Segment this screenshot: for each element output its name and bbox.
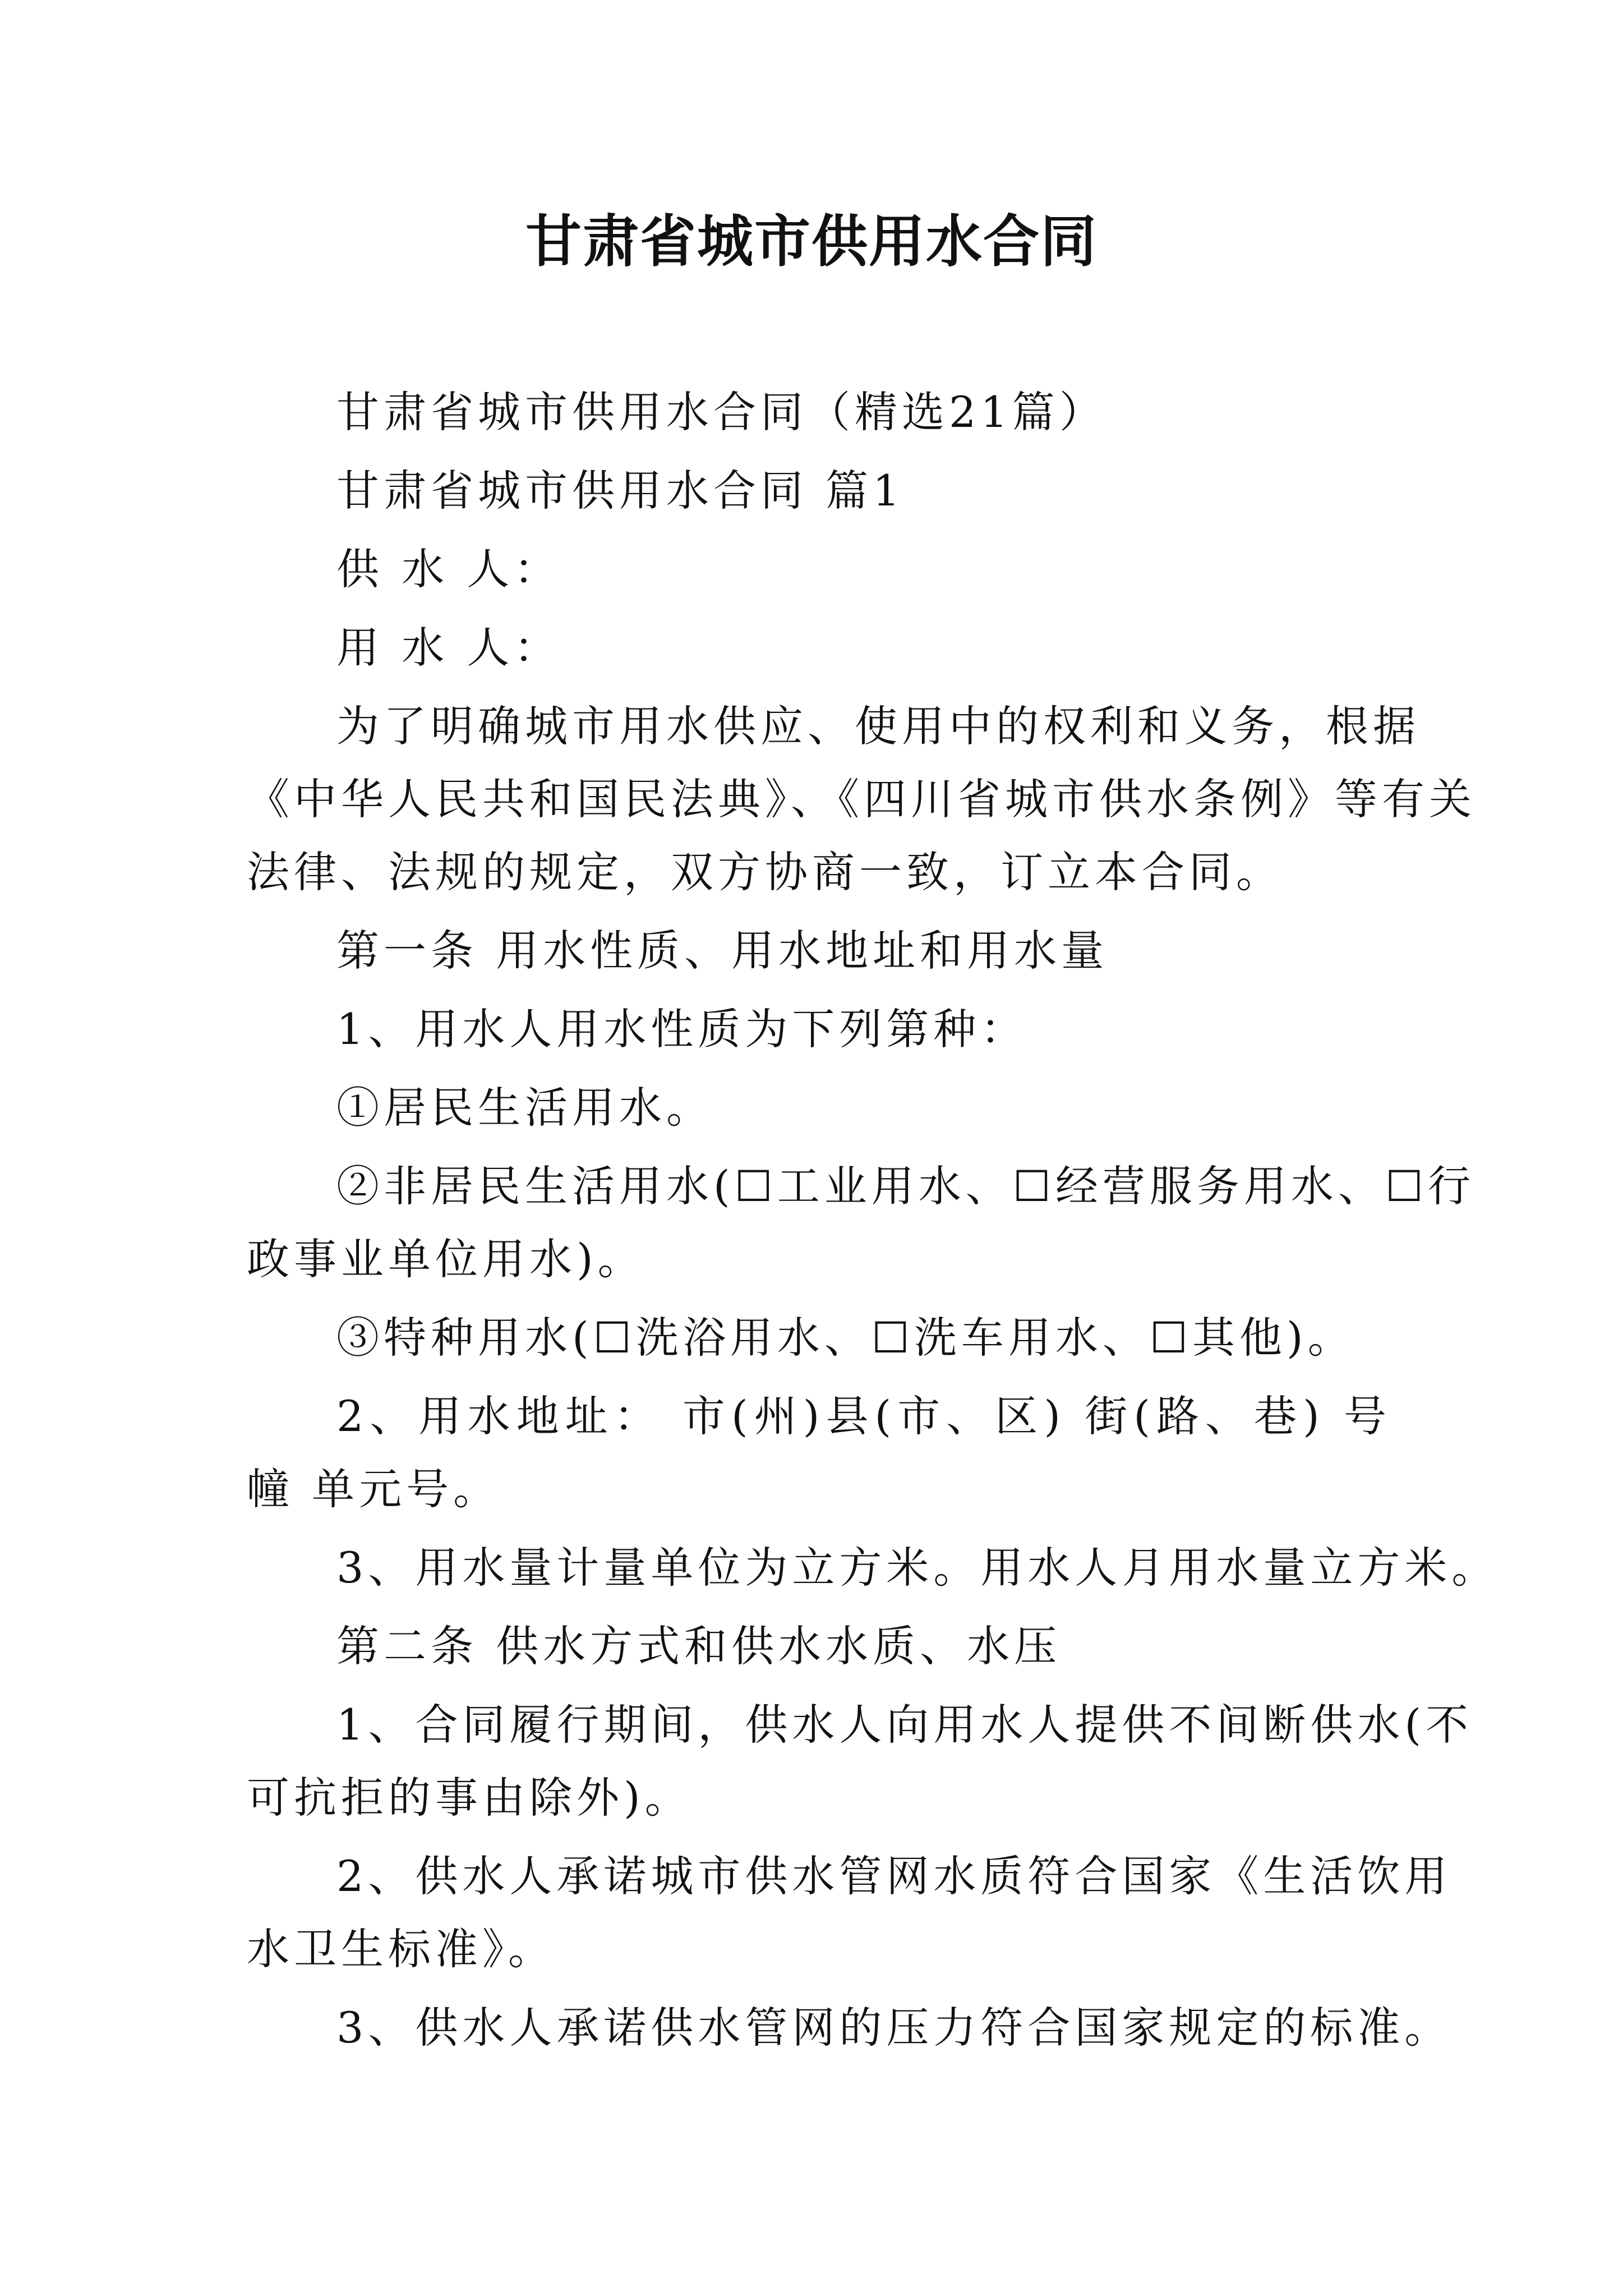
paragraph-line: 幢 单元号。	[247, 1464, 501, 1514]
paragraph-line: 3、用水量计量单位为立方米。用水人月用水量立方米。	[336, 1543, 1499, 1593]
article-heading-line: 第二条 供水方式和供水水质、水压	[336, 1621, 1062, 1671]
paragraph-line: ①居民生活用水。	[336, 1083, 713, 1133]
paragraph-line: 2、用水地址： 市(州)县(市、区) 街(路、巷) 号	[336, 1391, 1391, 1441]
supplier-line: 供 水 人：	[336, 544, 561, 594]
paragraph-line: ②非居民生活用水(☐工业用水、☐经营服务用水、☐行	[336, 1161, 1476, 1211]
paragraph-line: 法律、法规的规定，双方协商一致，订立本合同。	[247, 847, 1283, 897]
paragraph-line: 可抗拒的事由除外)。	[247, 1773, 692, 1823]
section-heading-line: 甘肃省城市供用水合同 篇1	[336, 466, 905, 516]
paragraph-line: ③特种用水(☐洗浴用水、☐洗车用水、☐其他)。	[336, 1313, 1355, 1363]
paragraph-line: 水卫生标准》。	[247, 1924, 555, 1974]
paragraph-line: 2、供水人承诺城市供水管网水质符合国家《生活饮用	[336, 1851, 1452, 1901]
paragraph-line: 为了明确城市用水供应、使用中的权利和义务，根据	[336, 701, 1420, 751]
paragraph-line: 政事业单位用水)。	[247, 1234, 645, 1284]
paragraph-line: 《中华人民共和国民法典》、《四川省城市供水条例》等有关	[247, 774, 1476, 824]
user-line: 用 水 人：	[336, 623, 561, 673]
paragraph-line: 1、合同履行期间，供水人向用水人提供不间断供水(不	[336, 1700, 1473, 1750]
paragraph-line: 1、用水人用水性质为下列第种：	[336, 1004, 1028, 1054]
document-title: 甘肃省城市供用水合同	[525, 208, 1098, 274]
paragraph-line: 3、供水人承诺供水管网的压力符合国家规定的标准。	[336, 2003, 1452, 2053]
article-heading-line: 第一条 用水性质、用水地址和用水量	[336, 926, 1109, 976]
subtitle-line: 甘肃省城市供用水合同（精选21篇）	[336, 387, 1106, 437]
